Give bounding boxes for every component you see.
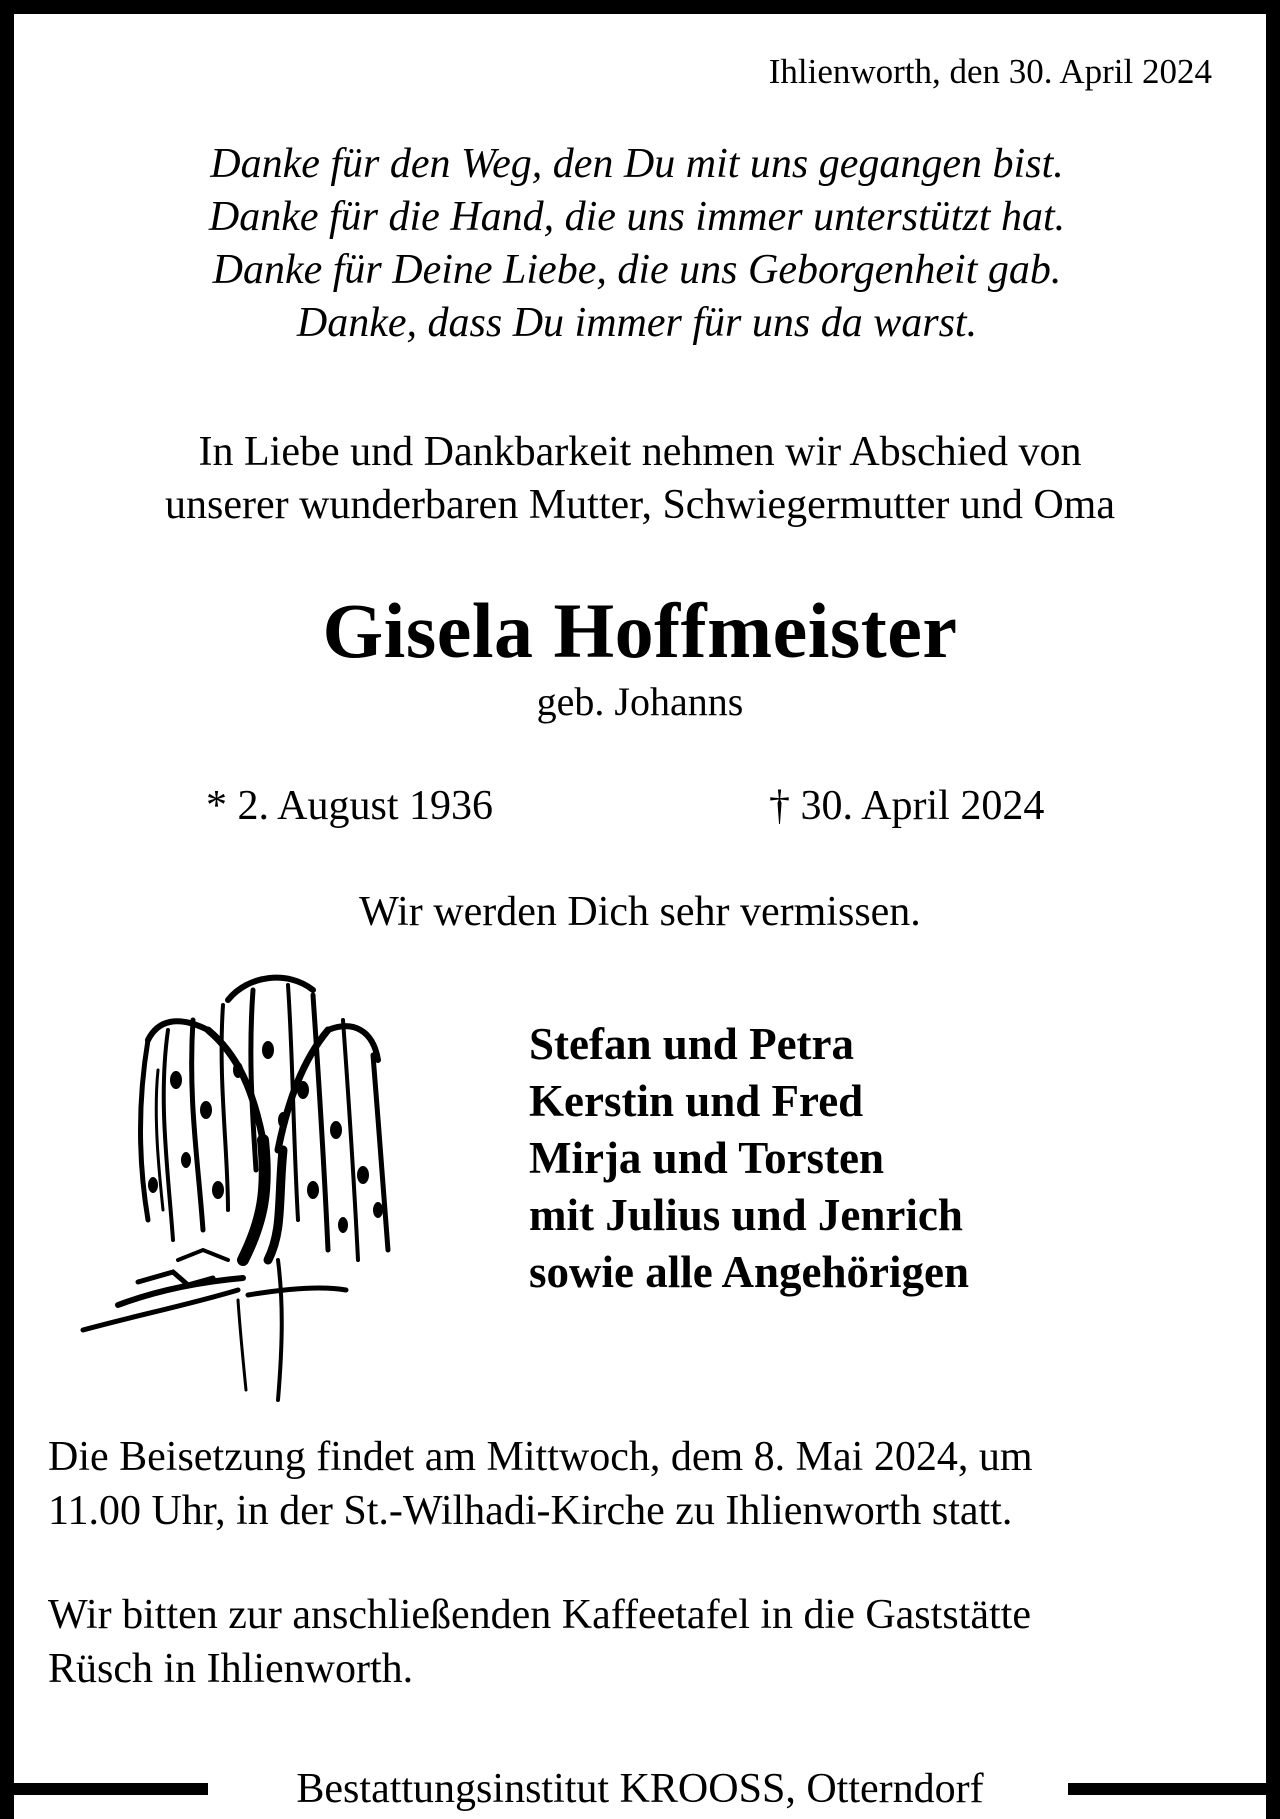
birth-name: geb. Johanns (536, 679, 744, 724)
reception-line: Wir bitten zur anschließenden Kaffeetafel in die Gaststätte (48, 1592, 1031, 1638)
funeral-info (48, 1430, 1033, 1538)
poem (0, 138, 1280, 350)
deceased-name: Gisela Hoffmeister (322, 587, 958, 674)
funeral-line: Die Beisetzung findet am Mittwoch, dem 8. Mai 2024, um (48, 1434, 1033, 1480)
death-date: † 30. April 2024 (769, 783, 1045, 829)
place-date: Ihlienworth, den 30. April 2024 (768, 52, 1212, 91)
birth-date: * 2. August 1936 (206, 783, 494, 829)
funeral-line: 11.00 Uhr, in der St.-Wilhadi-Kirche zu Ihlienworth statt. (48, 1488, 1013, 1534)
family-line: mit Julius und Jenrich (529, 1190, 963, 1240)
family-line: sowie alle Angehörigen (529, 1247, 969, 1297)
family-line: Stefan und Petra (529, 1019, 854, 1069)
intro-text (0, 426, 1280, 532)
intro-line: In Liebe und Dankbarkeit nehmen wir Abschied von (198, 429, 1082, 475)
intro-line: unserer wunderbaren Mutter, Schwiegermutter und Oma (164, 482, 1115, 528)
closing-line: Wir werden Dich sehr vermissen. (359, 889, 921, 935)
undertaker-name: Bestattungsinstitut KROOSS, Otterndorf (296, 1766, 984, 1812)
poem-line: Danke für die Hand, die uns immer unterstützt hat. (208, 194, 1066, 240)
poem-line: Danke für Deine Liebe, die uns Geborgenheit gab. (212, 247, 1062, 293)
willow-tree-icon (78, 960, 398, 1410)
family-line: Mirja und Torsten (529, 1133, 885, 1183)
family-signatures (529, 1016, 969, 1301)
family-line: Kerstin und Fred (529, 1076, 864, 1126)
reception-info (48, 1588, 1031, 1696)
reception-line: Rüsch in Ihlienworth. (48, 1646, 414, 1692)
poem-line: Danke, dass Du immer für uns da warst. (296, 300, 978, 346)
border-top (0, 0, 1280, 14)
poem-line: Danke für den Weg, den Du mit uns gegangen bist. (210, 141, 1064, 187)
